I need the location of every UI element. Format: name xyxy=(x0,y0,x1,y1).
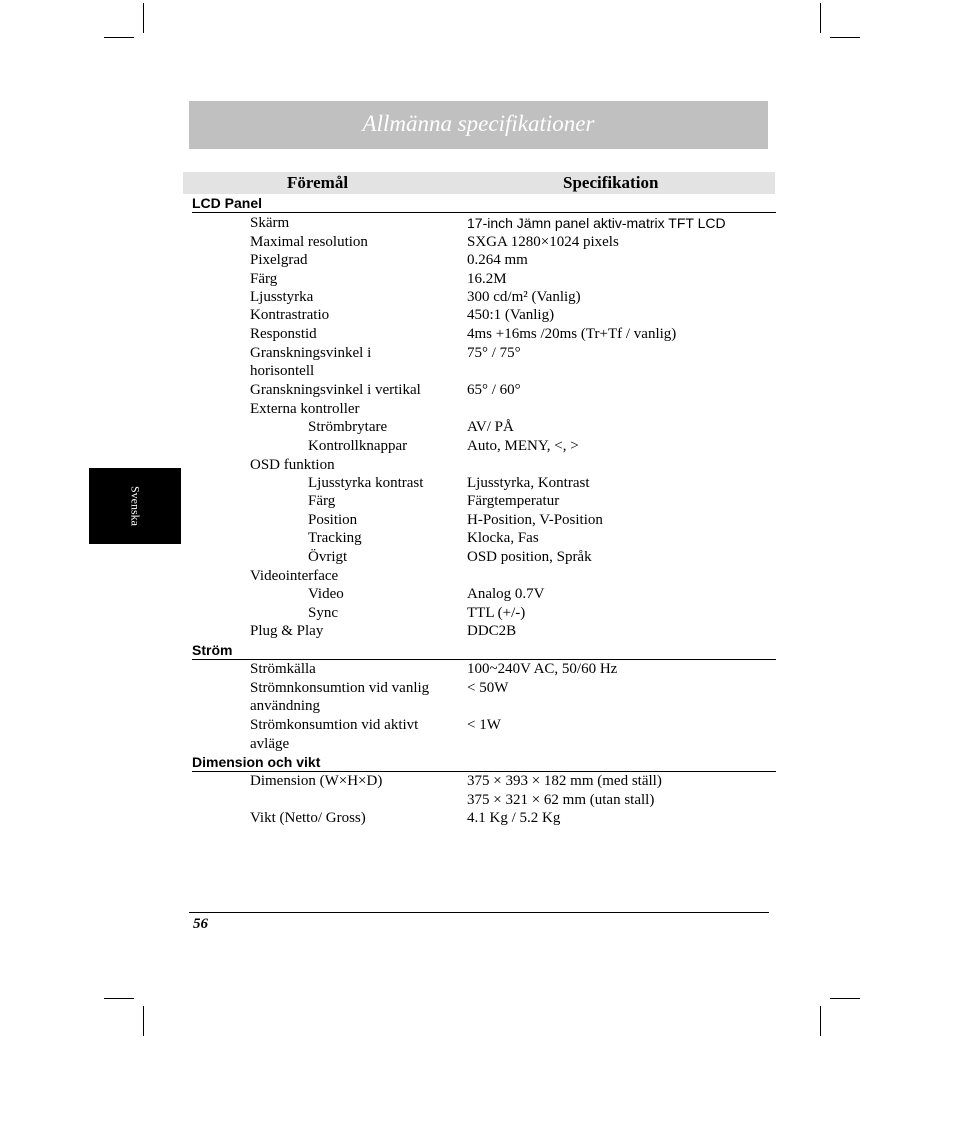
crop-mark xyxy=(830,37,860,38)
spec-value: TTL (+/-) xyxy=(467,605,526,621)
spec-value: < 50W xyxy=(467,680,509,696)
spec-label: Skärm xyxy=(250,215,290,231)
spec-label: Färg xyxy=(308,493,336,509)
section-divider xyxy=(192,212,776,213)
spec-value: 4ms +16ms /20ms (Tr+Tf / vanlig) xyxy=(467,326,677,342)
spec-value: 450:1 (Vanlig) xyxy=(467,307,555,323)
spec-value: OSD position, Språk xyxy=(467,549,592,565)
spec-value: Klocka, Fas xyxy=(467,530,539,546)
spec-group-label: Externa kontroller xyxy=(250,401,360,417)
crop-mark xyxy=(830,998,860,999)
spec-label: Dimension (W×H×D) xyxy=(250,773,383,789)
spec-value: Analog 0.7V xyxy=(467,586,545,602)
spec-value: 65° / 60° xyxy=(467,382,521,398)
spec-value: SXGA 1280×1024 pixels xyxy=(467,234,619,250)
spec-label-cont: användning xyxy=(250,698,320,714)
spec-group-label: Videointerface xyxy=(250,568,339,584)
spec-label: Granskningsvinkel i xyxy=(250,345,372,361)
spec-value: 100~240V AC, 50/60 Hz xyxy=(467,661,618,677)
crop-mark xyxy=(104,998,134,999)
spec-group-label: OSD funktion xyxy=(250,457,335,473)
column-header-spec: Specifikation xyxy=(563,173,659,192)
spec-label: Vikt (Netto/ Gross) xyxy=(250,810,366,826)
spec-value: H-Position, V-Position xyxy=(467,512,603,528)
footer-divider xyxy=(189,912,769,913)
spec-label: Strömbrytare xyxy=(308,419,388,435)
spec-label: Plug & Play xyxy=(250,623,324,639)
crop-mark xyxy=(820,3,821,33)
spec-value: DDC2B xyxy=(467,623,517,639)
spec-value: Färgtemperatur xyxy=(467,493,560,509)
section-power: Ström xyxy=(192,642,233,658)
page-title: Allmänna specifikationer xyxy=(362,111,595,136)
spec-label: Sync xyxy=(308,605,338,621)
spec-label: Färg xyxy=(250,271,278,287)
crop-mark xyxy=(820,1006,821,1036)
spec-value: 17-inch Jämn panel aktiv-matrix TFT LCD xyxy=(467,215,726,231)
spec-label: Pixelgrad xyxy=(250,252,308,268)
spec-value: Auto, MENY, <, > xyxy=(467,438,579,454)
spec-label: Kontrastratio xyxy=(250,307,330,323)
spec-label: Kontrollknappar xyxy=(308,438,408,454)
spec-label: Position xyxy=(308,512,358,528)
spec-value: 375 × 393 × 182 mm (med ställ) xyxy=(467,773,662,789)
spec-value-cont: 375 × 321 × 62 mm (utan stall) xyxy=(467,792,655,808)
spec-label: Responstid xyxy=(250,326,317,342)
spec-value: AV/ PÅ xyxy=(467,419,514,435)
crop-mark xyxy=(143,1006,144,1036)
spec-label: Maximal resolution xyxy=(250,234,368,250)
spec-label: Ljusstyrka xyxy=(250,289,314,305)
spec-label: Övrigt xyxy=(308,549,348,565)
language-label: Svenska xyxy=(128,486,143,526)
spec-value: 300 cd/m² (Vanlig) xyxy=(467,289,581,305)
spec-value: 0.264 mm xyxy=(467,252,528,268)
spec-label: Strömkonsumtion vid aktivt xyxy=(250,717,419,733)
spec-label: Strömkälla xyxy=(250,661,316,677)
spec-label-cont: avläge xyxy=(250,736,290,752)
crop-mark xyxy=(104,37,134,38)
spec-label: Video xyxy=(308,586,344,602)
page-title-bar xyxy=(189,101,768,149)
column-header-item: Föremål xyxy=(287,173,349,192)
section-dimension: Dimension och vikt xyxy=(192,754,321,770)
page-number: 56 xyxy=(193,916,208,932)
section-lcd-panel: LCD Panel xyxy=(192,195,263,211)
spec-value: < 1W xyxy=(467,717,501,733)
spec-label-cont: horisontell xyxy=(250,363,315,379)
spec-label: Ljusstyrka kontrast xyxy=(308,475,424,491)
table-header xyxy=(183,172,775,194)
spec-value: 16.2M xyxy=(467,271,507,287)
spec-label: Strömnkonsumtion vid vanlig xyxy=(250,680,430,696)
spec-value: 4.1 Kg / 5.2 Kg xyxy=(467,810,561,826)
spec-value: 75° / 75° xyxy=(467,345,521,361)
spec-value: Ljusstyrka, Kontrast xyxy=(467,475,590,491)
language-side-tab xyxy=(89,468,181,544)
spec-label: Granskningsvinkel i vertikal xyxy=(250,382,421,398)
spec-label: Tracking xyxy=(308,530,362,546)
crop-mark xyxy=(143,3,144,33)
